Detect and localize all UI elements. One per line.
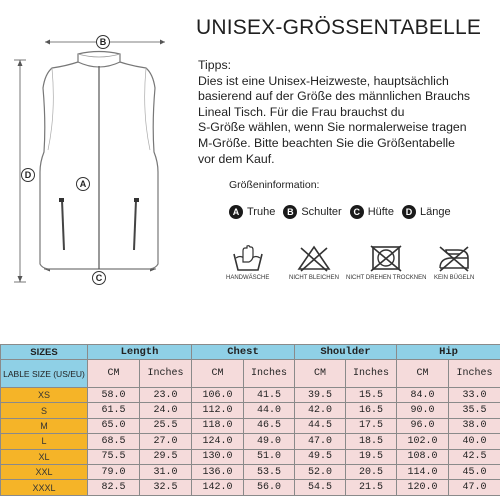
do-not-iron-icon <box>436 244 472 272</box>
measurement-legend <box>229 205 459 219</box>
table-cell: 53.5 <box>244 464 295 479</box>
table-cell: 42.0 <box>295 403 346 418</box>
table-cell: 40.0 <box>449 434 500 449</box>
label-size-header: LABLE SIZE (US/EU) <box>1 360 88 388</box>
dimension-b-marker: B <box>96 35 110 49</box>
tips-line: Dies ist eine Unisex-Heizweste, hauptsächlich <box>198 73 449 88</box>
legend-item-chest <box>229 205 275 219</box>
table-cell: 17.5 <box>346 418 397 433</box>
table-cell: 102.0 <box>397 434 449 449</box>
tips-line: Lineal Tisch. Für die Frau brauchst du <box>198 104 405 119</box>
size-info-label: Größeninformation: <box>229 179 320 191</box>
care-no-iron <box>434 244 474 281</box>
table-row <box>1 418 500 433</box>
legend-item-length <box>402 205 451 219</box>
care-label: HANDWÄSCHE <box>226 275 270 281</box>
tips-line: basierend auf der Größe des männlichen Brauchs <box>198 89 471 104</box>
table-cell: 75.5 <box>88 449 140 464</box>
table-cell: 21.5 <box>346 480 397 495</box>
table-row <box>1 449 500 464</box>
table-cell: 84.0 <box>397 388 449 403</box>
table-cell: 35.5 <box>449 403 500 418</box>
table-cell: 46.5 <box>244 418 295 433</box>
table-cell: 90.0 <box>397 403 449 418</box>
tips-line: S-Größe wählen, wenn Sie normalerweise tragen <box>198 120 467 135</box>
unit-header-cm: CM <box>295 360 346 388</box>
care-no-bleach <box>289 244 339 281</box>
care-hand-wash <box>226 244 269 281</box>
table-row <box>1 434 500 449</box>
group-header-length: Length <box>88 345 192 360</box>
do-not-tumble-dry-icon <box>368 244 404 272</box>
table-cell: 31.0 <box>140 464 192 479</box>
table-cell: 42.5 <box>449 449 500 464</box>
table-cell: 15.5 <box>346 388 397 403</box>
legend-label: Truhe <box>247 206 276 218</box>
table-cell: 23.0 <box>140 388 192 403</box>
table-row <box>1 480 500 495</box>
table-cell: 41.5 <box>244 388 295 403</box>
legend-item-shoulder <box>283 205 341 219</box>
vest-diagram <box>0 22 195 297</box>
table-cell: 49.0 <box>244 434 295 449</box>
dimension-c-marker: C <box>92 271 106 285</box>
legend-label: Hüfte <box>367 206 394 218</box>
table-row <box>1 464 500 479</box>
table-cell: 52.0 <box>295 464 346 479</box>
table-row <box>1 388 500 403</box>
legend-label: Schulter <box>301 206 342 218</box>
table-cell: 142.0 <box>192 480 244 495</box>
unit-header-inches: Inches <box>346 360 397 388</box>
table-cell: 33.0 <box>449 388 500 403</box>
size-cell: XL <box>1 449 88 464</box>
size-cell: XXL <box>1 464 88 479</box>
unit-header-cm: CM <box>88 360 140 388</box>
do-not-bleach-icon <box>296 244 332 272</box>
table-cell: 51.0 <box>244 449 295 464</box>
legend-letter: D <box>402 205 416 219</box>
group-header-hip: Hip <box>397 345 500 360</box>
table-cell: 54.5 <box>295 480 346 495</box>
tips-text <box>198 58 498 167</box>
table-cell: 58.0 <box>88 388 140 403</box>
sizes-header: SIZES <box>1 345 88 360</box>
table-cell: 39.5 <box>295 388 346 403</box>
size-table <box>0 344 500 496</box>
tips-line: M-Größe. Bitte beachten Sie die Größentabelle <box>198 135 455 150</box>
legend-item-hip <box>350 205 394 219</box>
table-unit-header-row <box>1 360 500 388</box>
table-cell: 18.5 <box>346 434 397 449</box>
unit-header-inches: Inches <box>244 360 295 388</box>
size-cell: L <box>1 434 88 449</box>
table-cell: 118.0 <box>192 418 244 433</box>
dimension-a-marker: A <box>76 177 90 191</box>
size-cell: S <box>1 403 88 418</box>
legend-letter: A <box>229 205 243 219</box>
table-cell: 47.0 <box>449 480 500 495</box>
table-cell: 79.0 <box>88 464 140 479</box>
unit-header-cm: CM <box>192 360 244 388</box>
table-group-header-row <box>1 345 500 360</box>
table-cell: 27.0 <box>140 434 192 449</box>
table-cell: 19.5 <box>346 449 397 464</box>
page-title: UNISEX-GRÖSSENTABELLE <box>196 16 482 39</box>
table-cell: 108.0 <box>397 449 449 464</box>
table-cell: 49.5 <box>295 449 346 464</box>
table-cell: 61.5 <box>88 403 140 418</box>
table-cell: 16.5 <box>346 403 397 418</box>
table-cell: 114.0 <box>397 464 449 479</box>
table-cell: 45.0 <box>449 464 500 479</box>
hand-wash-icon <box>231 244 265 272</box>
table-cell: 136.0 <box>192 464 244 479</box>
care-label: KEIN BÜGELN <box>434 275 475 281</box>
table-cell: 32.5 <box>140 480 192 495</box>
care-no-tumble-dry <box>346 244 426 281</box>
table-cell: 29.5 <box>140 449 192 464</box>
table-cell: 56.0 <box>244 480 295 495</box>
unit-header-inches: Inches <box>140 360 192 388</box>
table-cell: 106.0 <box>192 388 244 403</box>
table-cell: 38.0 <box>449 418 500 433</box>
tips-line: vor dem Kauf. <box>198 151 275 166</box>
table-row <box>1 403 500 418</box>
table-cell: 25.5 <box>140 418 192 433</box>
table-cell: 44.5 <box>295 418 346 433</box>
group-header-shoulder: Shoulder <box>295 345 397 360</box>
table-cell: 130.0 <box>192 449 244 464</box>
dimension-d-marker: D <box>21 168 35 182</box>
table-cell: 44.0 <box>244 403 295 418</box>
group-header-chest: Chest <box>192 345 295 360</box>
size-cell: XXXL <box>1 480 88 495</box>
table-cell: 68.5 <box>88 434 140 449</box>
legend-letter: B <box>283 205 297 219</box>
table-cell: 124.0 <box>192 434 244 449</box>
unit-header-inches: Inches <box>449 360 500 388</box>
table-cell: 112.0 <box>192 403 244 418</box>
unit-header-cm: CM <box>397 360 449 388</box>
table-cell: 65.0 <box>88 418 140 433</box>
table-cell: 24.0 <box>140 403 192 418</box>
table-cell: 120.0 <box>397 480 449 495</box>
size-cell: XS <box>1 388 88 403</box>
care-label: NICHT DREHEN TROCKNEN <box>346 275 427 281</box>
table-cell: 47.0 <box>295 434 346 449</box>
table-cell: 20.5 <box>346 464 397 479</box>
table-cell: 82.5 <box>88 480 140 495</box>
tips-heading: Tipps: <box>198 58 232 72</box>
care-label: NICHT BLEICHEN <box>289 275 339 281</box>
table-cell: 96.0 <box>397 418 449 433</box>
legend-letter: C <box>350 205 364 219</box>
size-cell: M <box>1 418 88 433</box>
legend-label: Länge <box>419 206 451 218</box>
